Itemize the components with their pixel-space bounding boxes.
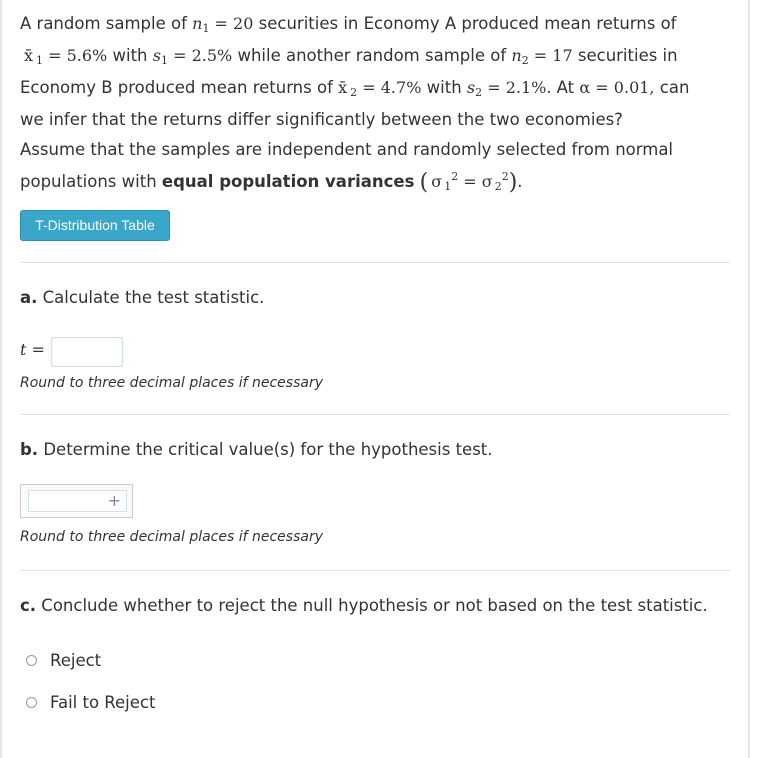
assume-text: populations with	[20, 172, 162, 191]
close-paren: )	[508, 170, 518, 195]
alpha-symbol: α	[579, 78, 591, 97]
open-paren: (	[419, 170, 429, 195]
equals: =	[43, 46, 67, 65]
equals: =	[528, 46, 553, 65]
n2-symbol: n	[511, 46, 522, 65]
equals: =	[590, 78, 614, 97]
xbar2-subscript: 2	[350, 86, 358, 99]
question-c-title	[20, 594, 708, 618]
n2-value: 17	[552, 46, 573, 65]
left-frame-border	[0, 0, 2, 758]
question-letter: b.	[20, 440, 39, 459]
t-statistic-label	[20, 340, 45, 359]
equals: =	[482, 78, 506, 97]
period: .	[517, 172, 523, 191]
n1-symbol: n	[192, 14, 203, 33]
xbar-symbol: x̄	[338, 78, 348, 97]
xbar-symbol: x̄	[24, 46, 34, 65]
intro-text: with	[421, 78, 467, 97]
intro-text: can	[654, 78, 690, 97]
option-label: Fail to Reject	[50, 692, 156, 712]
question-b-title	[20, 438, 493, 462]
intro-line-4	[20, 106, 689, 133]
intro-text: At	[551, 78, 580, 97]
equals: =	[458, 172, 482, 191]
n1-subscript: 1	[202, 22, 210, 35]
option-reject[interactable]	[26, 649, 101, 671]
sigma2-subscript: 2	[494, 180, 502, 193]
squared-superscript: 2	[451, 170, 459, 183]
question-text: Calculate the test statistic.	[37, 288, 265, 307]
right-frame-border	[748, 0, 750, 758]
equals: =	[357, 78, 381, 97]
intro-text: with	[107, 46, 153, 65]
equals: =	[26, 340, 45, 359]
question-a-title	[20, 286, 264, 310]
intro-text: Economy B produced mean returns of	[20, 78, 339, 97]
intro-text: while another random sample of	[232, 46, 512, 65]
question-letter: c.	[20, 596, 37, 615]
option-fail-to-reject[interactable]	[26, 691, 155, 713]
s2-value: 2.1%.	[505, 78, 552, 97]
rounding-hint: Round to three decimal places if necessary	[20, 375, 324, 391]
critical-value-input[interactable]	[28, 490, 127, 512]
s1-subscript: 1	[160, 54, 168, 67]
alpha-value: 0.01,	[613, 78, 655, 97]
s1-symbol: s	[152, 46, 161, 65]
intro-text: A random sample of	[20, 14, 193, 33]
n2-subscript: 2	[521, 54, 529, 67]
xbar1-value: 5.6%	[66, 46, 108, 65]
xbar1-subscript: 1	[36, 54, 44, 67]
equals: =	[209, 14, 234, 33]
t-symbol: t	[20, 340, 27, 359]
question-text: Conclude whether to reject the null hypothesis or not based on the test statistic.	[36, 596, 708, 615]
assume-line-1	[20, 136, 673, 163]
problem-statement	[20, 10, 689, 133]
radio-button[interactable]	[26, 655, 37, 666]
sigma-symbol: σ	[431, 172, 443, 191]
divider	[20, 262, 730, 263]
s2-subscript: 2	[475, 86, 483, 99]
xbar2-value: 4.7%	[380, 78, 422, 97]
assumption-statement	[20, 136, 673, 200]
intro-text: securities in Economy A produced mean returns of	[253, 14, 677, 33]
intro-text: we infer that the returns differ significantly between the two economies?	[20, 110, 623, 129]
sigma-symbol: σ	[481, 172, 493, 191]
s1-value: 2.5%	[191, 46, 233, 65]
intro-line-1	[20, 10, 689, 42]
t-distribution-table-button[interactable]: T-Distribution Table	[20, 210, 170, 241]
sigma1-subscript: 1	[444, 180, 452, 193]
add-value-plus-icon[interactable]: +	[107, 491, 121, 510]
assume-text: Assume that the samples are independent and randomly selected from normal	[20, 140, 674, 159]
radio-button[interactable]	[26, 697, 37, 708]
assume-line-2	[20, 163, 673, 200]
s2-symbol: s	[466, 78, 476, 97]
divider	[20, 414, 730, 415]
rounding-hint: Round to three decimal places if necessary	[20, 529, 324, 545]
equal-variances-bold: equal population variances	[161, 172, 415, 191]
question-letter: a.	[20, 288, 38, 307]
divider	[20, 570, 730, 571]
test-statistic-input[interactable]	[51, 337, 123, 367]
question-text: Determine the critical value(s) for the hypothesis test.	[38, 440, 493, 459]
intro-text: securities in	[572, 46, 678, 65]
n1-value: 20	[233, 14, 254, 33]
intro-line-2	[20, 42, 689, 74]
option-label: Reject	[50, 650, 102, 670]
equals: =	[167, 46, 192, 65]
squared-superscript: 2	[501, 170, 509, 183]
intro-line-3	[20, 74, 689, 106]
critical-values-container	[20, 484, 133, 518]
